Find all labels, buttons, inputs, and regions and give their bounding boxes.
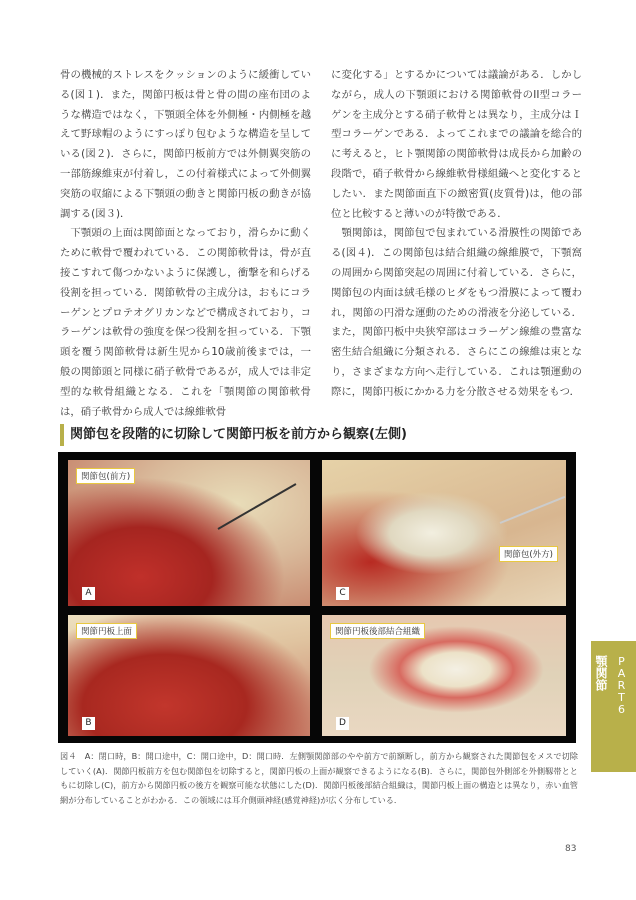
photo-b [68, 615, 310, 736]
panel-letter: D [336, 717, 349, 730]
paragraph: に変化する」とするかについては議論がある．しかしながら，成人の下顎頭における関節軟骨のII型コラーゲンを主成分とする硝子軟骨とは異なり，主成分はＩ型コラーゲンである．よってこれまでの議論を総合的に考えると，ヒト顎関節の関節軟骨は成長から加齢の段階で，硝子軟骨から線維軟骨様組織へと変化するとしたい．また関節面直下の緻密質(皮質骨)は，他の部位と比較すると薄いのが特徴である． [331, 69, 582, 220]
page-number: 83 [565, 844, 577, 854]
photo-label: 関節包(前方) [76, 468, 135, 484]
figure-heading: 関節包を段階的に切除して関節円板を前方から観察(左側) [60, 424, 407, 446]
photo-label: 関節包(外方) [499, 546, 558, 562]
part-label: PART6 [615, 655, 628, 715]
panel-letter: A [82, 587, 95, 600]
probe-icon [500, 496, 566, 524]
photo-d [322, 615, 566, 736]
scalpel-icon [218, 483, 297, 530]
photo-a [68, 460, 310, 606]
paragraph: 骨の機械的ストレスをクッションのように緩衝している(図１)．また，関節円板は骨と骨の間の座布団のような構造ではなく，下顎頭全体を外側極・内側極を越えて野球帽のようにすっぽり包むような構造を呈している(図２)．さらに，関節円板前方では外側翼突筋の一部筋線維束が付着し，この付着様式によって外側翼突筋の収縮による下顎頭の動きと関節円板の動きが協調する(図３)． [60, 69, 311, 220]
chapter-title: 顎関節 [594, 655, 608, 691]
right-text-column [331, 66, 582, 403]
left-text-column [60, 66, 311, 418]
chapter-side-tab [591, 641, 636, 772]
paragraph: 顎関節は，関節包で包まれている滑膜性の関節である(図４)．この関節包は結合組織の線維膜で，下顎窩の周囲から関節突起の周囲に付着している．さらに，関節包の内面は絨毛様のヒダをもつ滑膜によって覆われ，関節の円滑な運動のための滑液を分泌している．また，関節円板中央狭窄部はコラーゲン線維の豊富な密生結合組織に分類される．さらにこの線維は束となり，さまざまな方向へ走行している．これは顎運動の際に，関節円板にかかる力を分散させる効果をもつ． [331, 227, 582, 398]
photo-label: 関節円板後部結合組織 [330, 623, 425, 639]
photo-label: 関節円板上面 [76, 623, 137, 639]
paragraph: 下顎頭の上面は関節面となっており，滑らかに動くために軟骨で覆われている．この関節軟骨は，骨が直接こすれて傷つかないように保護し，衝撃を和らげる役割を担っている．関節軟骨の主成分は，おもにコラーゲンとプロテオグリカンなどで構成されており，コラーゲンは軟骨の強度を保つ役割を担っている．下顎頭を覆う関節軟骨は新生児から10歳前後までは，一般の関節頭と同様に硝子軟骨であるが，成人では非定型的な軟骨組織となる．これを「顎関節の関節軟骨は，硝子軟骨から成人では線維軟骨 [60, 227, 311, 418]
figure-4 [58, 452, 576, 743]
panel-letter: B [82, 717, 95, 730]
panel-letter: C [336, 587, 349, 600]
figure-caption: 図４ A：閉口時，B：開口途中，C：開口途中，D：開口時．左側顎関節部のやや前方で前額断し，前方から観察された関節包をメスで切除していく(A)．関節円板前方を包む関節包を切除すると，関節円板の上面が観察できるようになる(B)．さらに，関節包外側部を外側靱帯とともに切除し(C)，前方から関節円板の後方を観察可能な状態にした(D)．関節円板後部結合組織は，関節円板上面の構造とは異なり，赤い血管網が分布していることがわかる．この領域には耳介側頭神経(感覚神経)が広く分布している． [60, 751, 578, 805]
photo-c [322, 460, 566, 606]
